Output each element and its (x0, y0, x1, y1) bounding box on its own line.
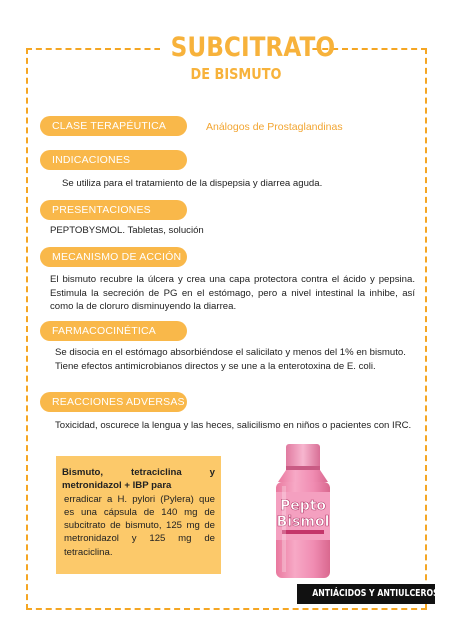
farmacocinetica-text: Se disocia en el estómago absorbiéndose el salicilato y menos del 1% en bismuto. Tiene efectos antimicrobianos directos y se une a la enterotoxina de E. coli. (55, 347, 406, 372)
title-block (160, 30, 336, 96)
indicaciones-text: Se utiliza para el tratamiento de la dispepsia y diarrea aguda. (62, 178, 323, 189)
brand-top-text: Pepto (279, 498, 327, 514)
footer-badge (297, 584, 451, 604)
mecanismo-text: El bismuto recubre la úlcera y crea una capa protectora contra el ácido y pepsina. Estimula la secreción de PG en el estómago, pero a nivel intestinal la inhibe, así como la de cloruro disminuyendo la diarrea. (50, 274, 415, 313)
presentaciones-text: PEPTOBYSMOL. Tabletas, solución (50, 225, 204, 236)
pepto-bismol-bottle (268, 442, 338, 582)
page-subtitle: DE BISMUTO (190, 65, 282, 83)
callout-body-text: erradicar a H. pylori (Pylera) que es una cápsula de 140 mg de subcitrato de bismuto, 125 mg de metronidazol y 125 mg de tetraciclina. (64, 493, 215, 558)
bottle-shoulder (278, 470, 328, 482)
section-label-mecanismo: MECANISMO DE ACCIÓN (40, 247, 187, 267)
callout-bold-text: Bismuto, tetraciclina y metronidazol + IBP para (62, 467, 215, 492)
section-label-presentaciones: PRESENTACIONES (40, 200, 187, 220)
section-label-indicaciones: INDICACIONES (40, 150, 187, 170)
page-title: SUBCITRATO (170, 32, 336, 63)
section-label-reacciones: REACCIONES ADVERSAS (40, 392, 187, 412)
reacciones-text: Toxicidad, oscurece la lengua y las heces, salicilismo en niños o pacientes con IRC. (55, 420, 412, 431)
bottle-highlight (282, 486, 286, 572)
footer-label: ANTIÁCIDOS Y ANTIULCEROSOS (312, 588, 451, 599)
bottle-cap-ring (286, 466, 320, 470)
bottle-label-strip (282, 530, 324, 534)
brand-bottom-text: Bismol (276, 514, 330, 530)
pylera-callout (56, 456, 221, 574)
section-label-farmacocinetica: FARMACOCINÉTICA (40, 321, 187, 341)
clase-value: Análogos de Prostaglandinas (206, 121, 343, 133)
section-label-clase: CLASE TERAPÉUTICA (40, 116, 187, 136)
